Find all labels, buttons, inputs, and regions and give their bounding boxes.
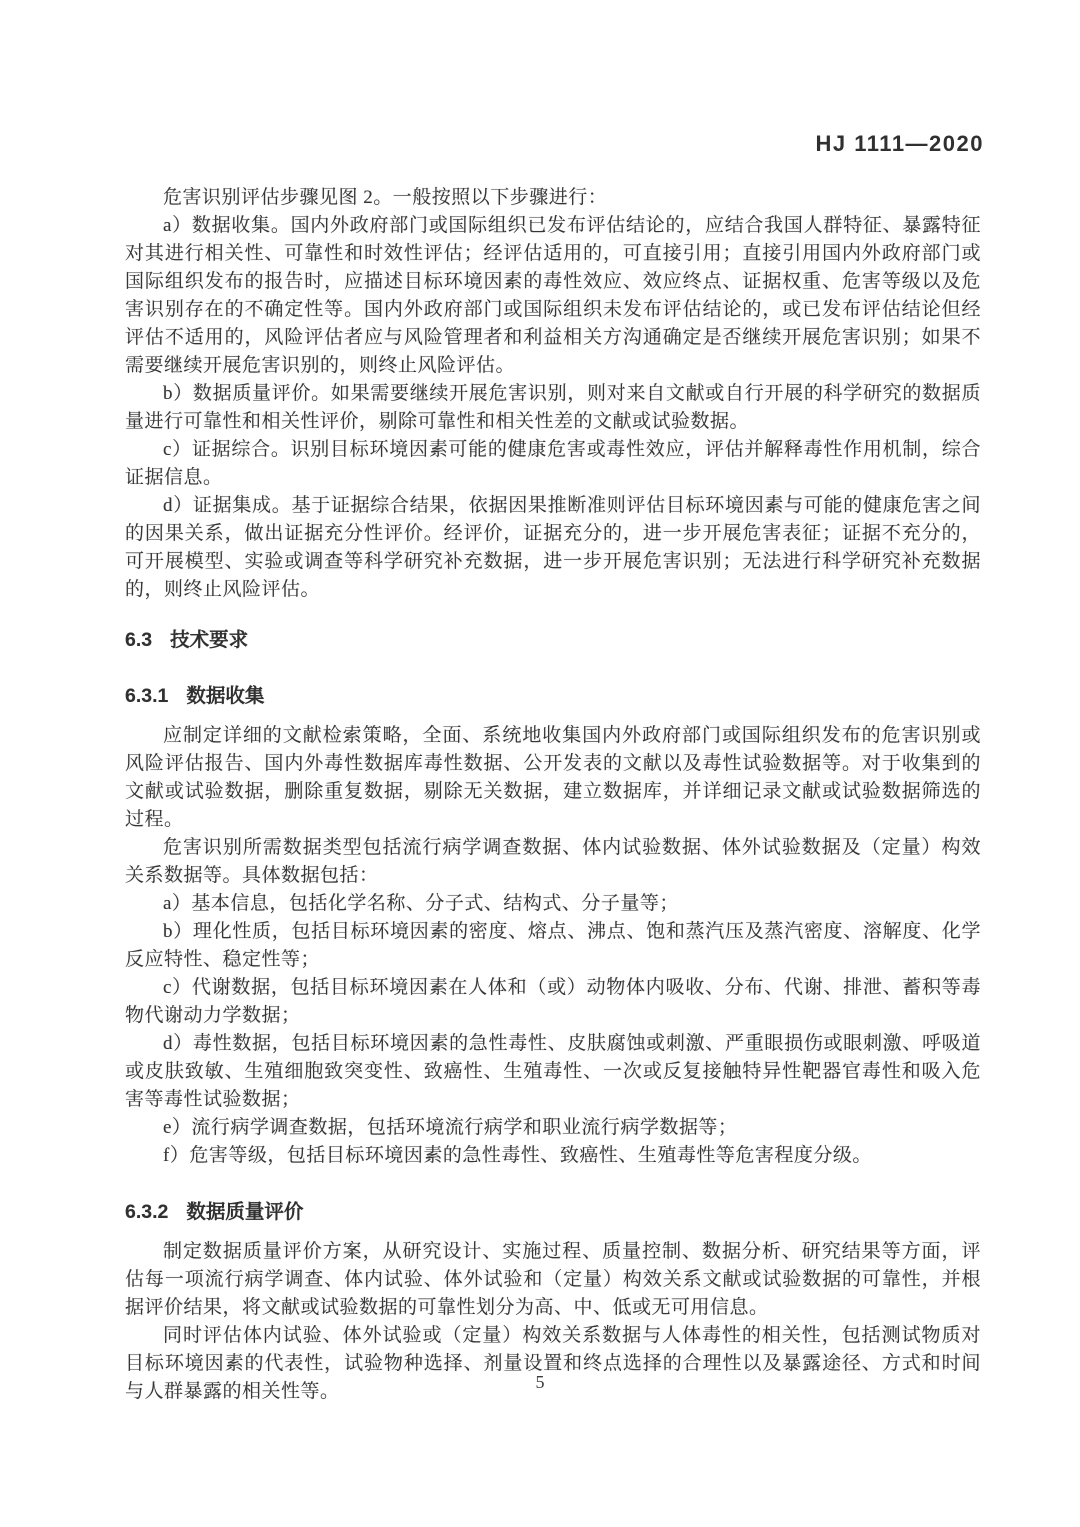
paragraph-intro: 危害识别评估步骤见图 2。一般按照以下步骤进行： [163,187,608,208]
list-item-e-data: e）流行病学调查数据，包括环境流行病学和职业流行病学数据等； [163,1117,738,1138]
list-item-b-data: b）理化性质，包括目标环境因素的密度、熔点、沸点、饱和蒸汽压及蒸汽密度、溶解度、化学反应特性、稳定性等； [125,921,981,970]
list-item-f-data: f）危害等级，包括目标环境因素的急性毒性、致癌性、生殖毒性等危害程度分级。 [163,1145,872,1166]
page-footer [0,1372,1080,1393]
section-number: 6.3.2 [125,1201,169,1223]
paragraph-quality-eval-2: 同时评估体内试验、体外试验或（定量）构效关系数据与人体毒性的相关性，包括测试物质对目标环境因素的代表性，试验物种选择、剂量设置和终点选择的合理性以及暴露途径、方式和时间与人群暴露的相关性等。 [125,1325,981,1402]
list-item-d-steps: d）证据集成。基于证据综合结果，依据因果推断准则评估目标环境因素与可能的健康危害之间的因果关系，做出证据充分性评价。经评价，证据充分的，进一步开展危害表征；证据不充分的，可开展模型、实验或调查等科学研究补充数据，进一步开展危害识别；无法进行科学研究补充数据的，则终止风险评估。 [125,495,981,600]
list-item-c-data: c）代谢数据，包括目标环境因素在人体和（或）动物体内吸收、分布、代谢、排泄、蓄积等毒物代谢动力学数据； [125,977,981,1026]
list-item-c-steps: c）证据综合。识别目标环境因素可能的健康危害或毒性效应，评估并解释毒性作用机制，综合证据信息。 [125,439,981,488]
list-item-b-steps: b）数据质量评价。如果需要继续开展危害识别，则对来自文献或自行开展的科学研究的数据质量进行可靠性和相关性评价，剔除可靠性和相关性差的文献或试验数据。 [125,383,981,432]
section-title: 技术要求 [170,629,249,651]
section-heading-6-3 [125,626,981,654]
list-item-d-data: d）毒性数据，包括目标环境因素的急性毒性、皮肤腐蚀或刺激、严重眼损伤或眼刺激、呼吸道或皮肤致敏、生殖细胞致突变性、致癌性、生殖毒性、一次或反复接触特异性靶器官毒性和吸入危害等毒性试验数据； [125,1033,981,1110]
paragraph-quality-eval-1: 制定数据质量评价方案，从研究设计、实施过程、质量控制、数据分析、研究结果等方面，评估每一项流行病学调查、体内试验、体外试验和（定量）构效关系文献或试验数据的可靠性，并根据评价结果，将文献或试验数据的可靠性划分为高、中、低或无可用信息。 [125,1241,981,1318]
list-item-a-data: a）基本信息，包括化学名称、分子式、结构式、分子量等； [163,893,679,914]
list-item-a-steps: a）数据收集。国内外政府部门或国际组织已发布评估结论的，应结合我国人群特征、暴露特征对其进行相关性、可靠性和时效性评估；经评估适用的，可直接引用；直接引用国内外政府部门或国际组织发布的报告时，应描述目标环境因素的毒性效应、效应终点、证据权重、危害等级以及危害识别存在的不确定性等。国内外政府部门或国际组织未发布评估结论的，或已发布评估结论但经评估不适用的，风险评估者应与风险管理者和利益相关方沟通确定是否继续开展危害识别；如果不需要继续开展危害识别的，则终止风险评估。 [125,215,981,376]
section-title: 数据质量评价 [186,1201,304,1223]
page-header [816,131,984,157]
section-number: 6.3.1 [125,685,169,707]
paragraph-data-collection-2: 危害识别所需数据类型包括流行病学调查数据、体内试验数据、体外试验数据及（定量）构效关系数据等。具体数据包括： [125,837,981,886]
standard-number: HJ 1111—2020 [815,131,984,156]
document-body [125,184,981,1406]
section-title: 数据收集 [186,685,265,707]
page-number: 5 [535,1372,545,1392]
section-number: 6.3 [125,629,153,651]
paragraph-data-collection-1: 应制定详细的文献检索策略，全面、系统地收集国内外政府部门或国际组织发布的危害识别或风险评估报告、国内外毒性数据库毒性数据、公开发表的文献以及毒性试验数据等。对于收集到的文献或试验数据，删除重复数据，剔除无关数据，建立数据库，并详细记录文献或试验数据筛选的过程。 [125,725,981,830]
section-heading-6-3-2 [125,1198,981,1226]
section-heading-6-3-1 [125,682,981,710]
